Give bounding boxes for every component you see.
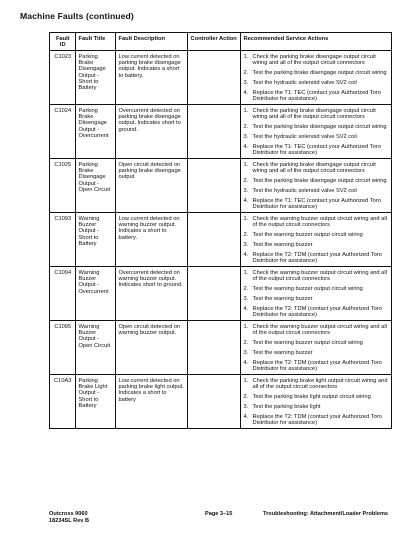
service-action-number: 2. bbox=[243, 286, 249, 292]
fault-id-cell: C10A3 bbox=[50, 375, 76, 429]
controller-action-cell bbox=[188, 321, 241, 375]
controller-action-cell bbox=[188, 105, 241, 159]
service-action-number: 3. bbox=[243, 133, 249, 140]
service-action-item bbox=[244, 124, 390, 130]
service-action-number: 3. bbox=[243, 187, 249, 194]
fault-title-cell bbox=[76, 267, 116, 321]
service-action-number: 4. bbox=[243, 251, 249, 258]
controller-action-cell bbox=[188, 213, 241, 267]
service-actions-cell bbox=[241, 213, 392, 267]
fault-title-cell bbox=[76, 105, 116, 159]
service-action-item bbox=[244, 134, 390, 140]
service-action-number: 1. bbox=[243, 54, 249, 60]
service-action-text: Replace the T2: TDM (contact your Authorized Toro Distributor for assistance) bbox=[252, 413, 382, 426]
footer-section-title: Troubleshooting: Attachment/Loader Problems bbox=[263, 511, 389, 517]
service-action-item bbox=[244, 252, 390, 264]
service-action-number: 3. bbox=[243, 295, 249, 302]
service-actions-list bbox=[244, 54, 390, 102]
fault-description-text: Low current detected on parking brake disengage output. Indicates a short to battery. bbox=[118, 54, 181, 79]
service-action-item bbox=[244, 242, 390, 248]
fault-id-cell: C1093 bbox=[50, 213, 76, 267]
fault-description-text: Overcurrent detected on warning buzzer output. Indicates short to ground. bbox=[118, 270, 183, 289]
service-action-item bbox=[244, 188, 390, 194]
service-actions-list bbox=[244, 324, 390, 372]
fault-title-cell bbox=[76, 51, 116, 105]
service-action-number: 1. bbox=[243, 162, 249, 168]
fault-title-cell bbox=[76, 321, 116, 375]
service-action-number: 4. bbox=[243, 413, 249, 420]
table-row bbox=[50, 105, 392, 159]
service-action-text: Test the parking brake disengage output circuit wiring bbox=[252, 178, 387, 184]
table-row bbox=[50, 267, 392, 321]
service-actions-cell bbox=[241, 159, 392, 213]
service-action-text: Test the parking brake light bbox=[252, 403, 321, 410]
service-action-text: Check the parking brake disengage output circuit wiring and all of the output circuit connectors bbox=[252, 162, 376, 175]
service-actions-cell bbox=[241, 321, 392, 375]
service-action-item bbox=[244, 90, 390, 102]
fault-title-text: Parking Brake Diisengage Output - Overcurrent bbox=[78, 108, 109, 139]
service-action-text: Test the parking brake disengage output circuit wiring bbox=[252, 70, 387, 76]
service-action-text: Test the hydraulic solenoid valve SV2 coil bbox=[252, 133, 357, 140]
service-action-text: Test the hydraulic solenoid valve SV2 coil bbox=[252, 79, 357, 86]
table-row bbox=[50, 213, 392, 267]
service-action-number: 1. bbox=[243, 378, 249, 384]
service-actions-list bbox=[244, 378, 390, 426]
table-row bbox=[50, 51, 392, 105]
service-action-text: Test the parking brake disengage output circuit wiring bbox=[252, 124, 387, 130]
service-action-number: 3. bbox=[243, 349, 249, 356]
service-action-item bbox=[244, 80, 390, 86]
service-action-item bbox=[244, 216, 390, 228]
service-actions-list bbox=[244, 270, 390, 318]
service-action-text: Test the warning buzzer output circuit wiring bbox=[252, 232, 363, 238]
service-action-item bbox=[244, 394, 390, 400]
service-action-item bbox=[244, 108, 390, 120]
table-header-row bbox=[50, 33, 392, 51]
service-action-item bbox=[244, 350, 390, 356]
service-action-number: 3. bbox=[243, 241, 249, 248]
service-action-number: 1. bbox=[243, 270, 249, 276]
footer-doc-number: 18234SL Rev B bbox=[49, 517, 90, 524]
service-action-number: 4. bbox=[243, 89, 249, 96]
fault-description-cell bbox=[116, 51, 188, 105]
table-row bbox=[50, 321, 392, 375]
service-action-number: 4. bbox=[243, 143, 249, 150]
fault-description-cell bbox=[116, 267, 188, 321]
service-action-item bbox=[244, 144, 390, 156]
service-action-text: Check the warning buzzer output circuit wiring and all of the output circuit connectors bbox=[252, 216, 387, 229]
fault-description-text: Open circuit detected on warning buzzer output. bbox=[118, 324, 181, 337]
service-actions-cell bbox=[241, 105, 392, 159]
fault-title-text: Warning Buzzer Output - Overcurrent bbox=[78, 270, 109, 295]
service-action-item bbox=[244, 324, 390, 336]
header-controller-action: Controller Action bbox=[188, 33, 241, 51]
service-action-number: 3. bbox=[243, 403, 249, 410]
service-action-item bbox=[244, 378, 390, 390]
fault-title-text: Parking Brake Light Output - Short to Battery bbox=[78, 378, 108, 409]
service-action-item bbox=[244, 360, 390, 372]
service-action-number: 2. bbox=[243, 232, 249, 238]
header-service-actions: Recommended Service Actions bbox=[241, 33, 392, 51]
fault-id-cell: C1024 bbox=[50, 105, 76, 159]
fault-title-cell bbox=[76, 159, 116, 213]
fault-id-cell: C1023 bbox=[50, 51, 76, 105]
fault-id-cell: C1025 bbox=[50, 159, 76, 213]
service-action-number: 2. bbox=[243, 394, 249, 400]
fault-description-text: Low current detected on parking brake light output. Indicates a short to battery bbox=[118, 378, 184, 403]
service-actions-list bbox=[244, 216, 390, 264]
fault-description-text: Overcurrent detected on parking brake disengage output. Indicates short to ground. bbox=[118, 108, 181, 133]
header-fault-title: Fault Title bbox=[76, 33, 116, 51]
fault-id-cell: C1094 bbox=[50, 267, 76, 321]
header-fault-description: Fault Description bbox=[116, 33, 188, 51]
service-action-text: Check the parking brake light output circuit wiring and all of the output circuit connectors bbox=[252, 378, 388, 391]
fault-description-cell bbox=[116, 105, 188, 159]
controller-action-cell bbox=[188, 51, 241, 105]
machine-faults-table bbox=[49, 32, 392, 429]
service-action-number: 1. bbox=[243, 108, 249, 114]
footer-product-info bbox=[49, 511, 89, 524]
service-action-number: 2. bbox=[243, 124, 249, 130]
service-action-text: Test the parking brake light output circuit wiring bbox=[252, 394, 371, 400]
service-action-number: 1. bbox=[243, 324, 249, 330]
service-action-item bbox=[244, 340, 390, 346]
service-action-text: Replace the T1: TEC (contact your Authorized Toro Distributor for assistance) bbox=[252, 197, 381, 210]
footer-page-number: Page 3–15 bbox=[205, 511, 233, 517]
fault-id-cell: C1095 bbox=[50, 321, 76, 375]
service-action-text: Test the hydraulic solenoid valve SV2 coil bbox=[252, 187, 357, 194]
fault-rows bbox=[50, 51, 392, 429]
service-action-item bbox=[244, 178, 390, 184]
fault-title-text: Parking Brake Disengage Output - Open Circuit bbox=[78, 162, 111, 193]
service-action-text: Check the warning buzzer output circuit wiring and all of the output circuit connectors bbox=[252, 270, 387, 283]
service-actions-list bbox=[244, 162, 390, 210]
fault-description-text: Low current detected on warning buzzer output. Indicates a short to battery. bbox=[118, 216, 180, 241]
header-fault-id: Fault ID bbox=[50, 33, 76, 51]
service-action-text: Replace the T2: TDM (contact your Authorized Toro Distributor for assistance) bbox=[252, 251, 382, 264]
service-action-item bbox=[244, 270, 390, 282]
service-action-text: Replace the T2: TDM (contact your Authorized Toro Distributor for assistance) bbox=[252, 305, 382, 318]
service-actions-cell bbox=[241, 375, 392, 429]
fault-description-cell bbox=[116, 159, 188, 213]
controller-action-cell bbox=[188, 159, 241, 213]
service-action-item bbox=[244, 306, 390, 318]
service-actions-cell bbox=[241, 267, 392, 321]
fault-title-text: Warning Buzzer Output - Short to Battery bbox=[78, 216, 100, 247]
page-title: Machine Faults (continued) bbox=[20, 11, 134, 21]
controller-action-cell bbox=[188, 267, 241, 321]
fault-description-cell bbox=[116, 375, 188, 429]
service-action-item bbox=[244, 54, 390, 66]
fault-title-cell bbox=[76, 213, 116, 267]
service-action-item bbox=[244, 198, 390, 210]
service-action-text: Test the warning buzzer bbox=[252, 349, 313, 356]
service-action-text: Replace the T2: TDM (contact your Authorized Toro Distributor for assistance) bbox=[252, 359, 382, 372]
service-action-item bbox=[244, 404, 390, 410]
service-action-text: Test the warning buzzer output circuit wiring bbox=[252, 286, 363, 292]
service-action-text: Check the parking brake disengage output circuit wiring and all of the output circuit connectors bbox=[252, 54, 376, 67]
service-action-text: Replace the T1: TEC (contact your Authorized Toro Distributor for assistance) bbox=[252, 143, 381, 156]
service-actions-cell bbox=[241, 51, 392, 105]
service-action-number: 4. bbox=[243, 305, 249, 312]
service-action-item bbox=[244, 70, 390, 76]
fault-description-cell bbox=[116, 213, 188, 267]
service-action-text: Check the warning buzzer output circuit wiring and all of the output circuit connectors bbox=[252, 324, 387, 337]
fault-description-text: Open circuit detected on parking brake disengage output bbox=[118, 162, 181, 181]
service-action-text: Test the warning buzzer bbox=[252, 241, 313, 248]
service-action-item bbox=[244, 286, 390, 292]
table-row bbox=[50, 375, 392, 429]
service-action-number: 1. bbox=[243, 216, 249, 222]
service-action-number: 3. bbox=[243, 79, 249, 86]
service-action-text: Test the warning buzzer output circuit wiring bbox=[252, 340, 363, 346]
footer-product: Outcross 9060 bbox=[49, 511, 88, 517]
service-actions-list bbox=[244, 108, 390, 156]
table-row bbox=[50, 159, 392, 213]
service-action-number: 4. bbox=[243, 197, 249, 204]
service-action-number: 2. bbox=[243, 340, 249, 346]
service-action-number: 2. bbox=[243, 178, 249, 184]
service-action-item bbox=[244, 414, 390, 426]
fault-title-cell bbox=[76, 375, 116, 429]
service-action-item bbox=[244, 296, 390, 302]
service-action-number: 2. bbox=[243, 70, 249, 76]
fault-title-text: Parking Brake Disengage Output - Short to Battery bbox=[78, 54, 106, 92]
service-action-text: Replace the T1: TEC (contact your Authorized Toro Distributor for assistance) bbox=[252, 89, 381, 102]
service-action-text: Test the warning buzzer bbox=[252, 295, 313, 302]
service-action-item bbox=[244, 232, 390, 238]
fault-title-text: Warning Buzzer Output - Open Circuit bbox=[78, 324, 111, 349]
fault-description-cell bbox=[116, 321, 188, 375]
service-action-item bbox=[244, 162, 390, 174]
service-action-number: 4. bbox=[243, 359, 249, 366]
service-action-text: Check the parking brake disengage output circuit wiring and all of the output circuit connectors bbox=[252, 108, 376, 121]
controller-action-cell bbox=[188, 375, 241, 429]
